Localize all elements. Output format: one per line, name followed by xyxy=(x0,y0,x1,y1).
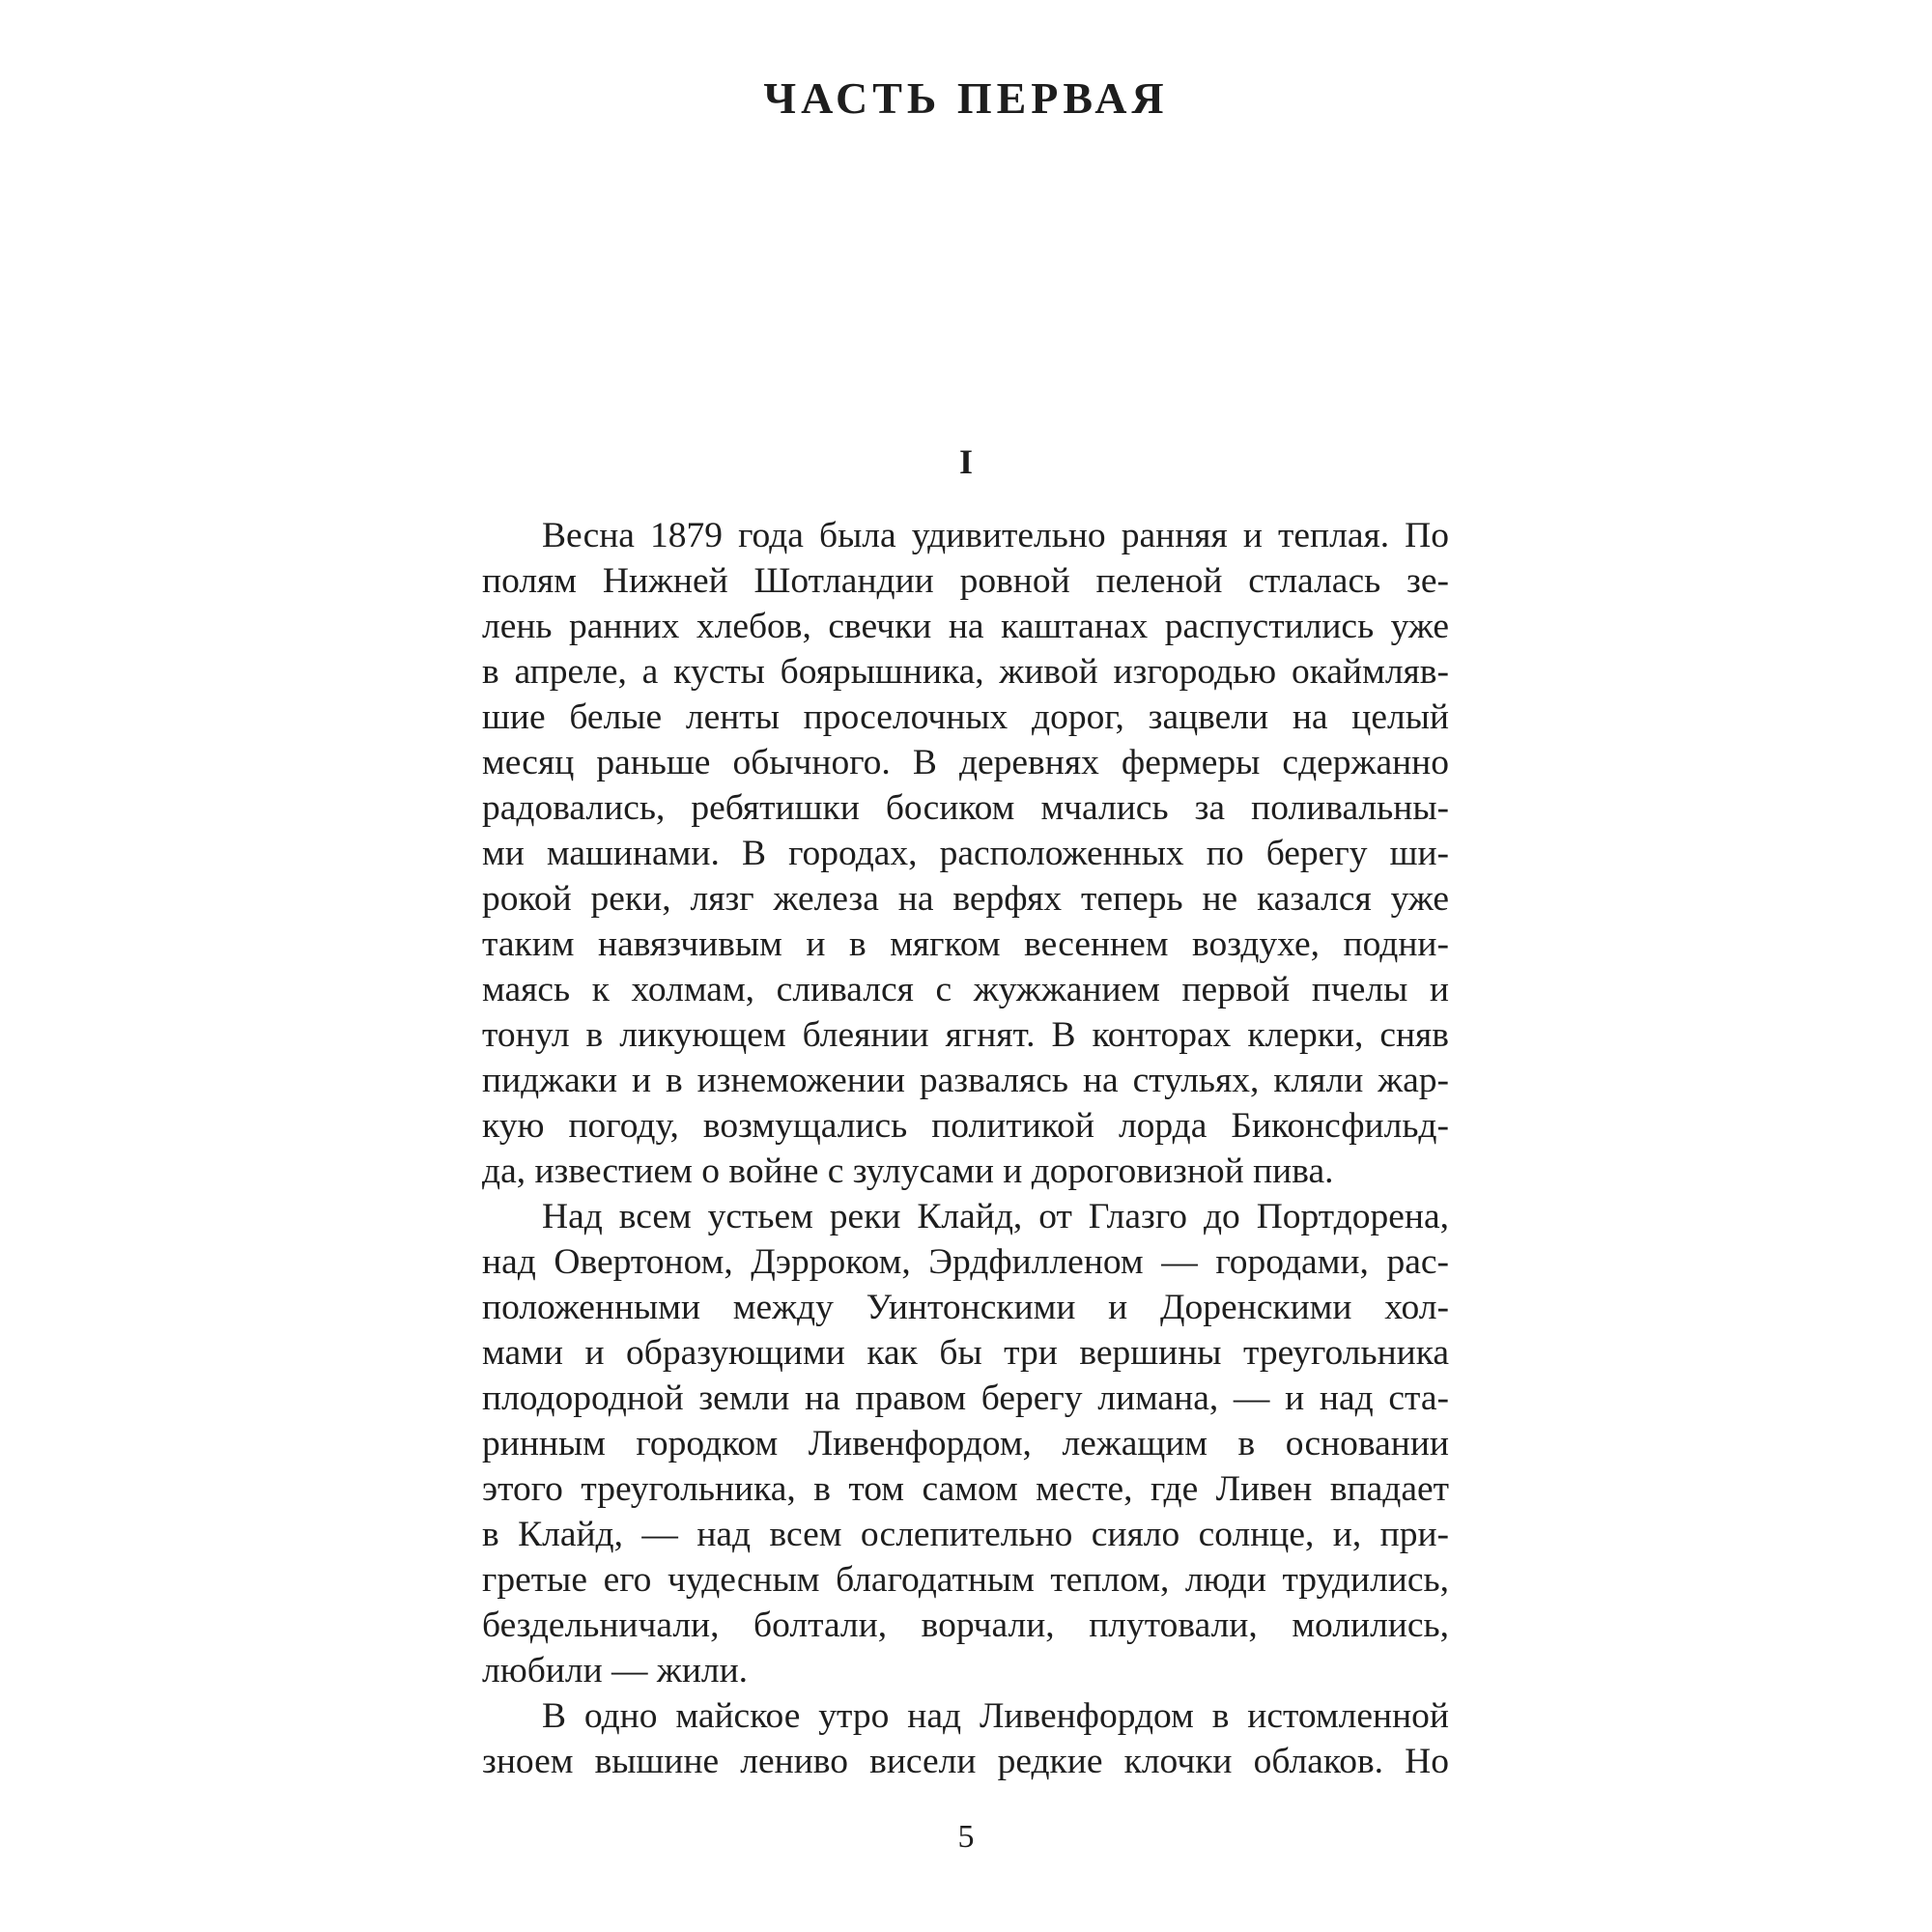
text-line: кую погоду, возмущались политикой лорда Биконсфильд- xyxy=(482,1106,1449,1146)
part-title: ЧАСТЬ ПЕРВАЯ xyxy=(763,73,1169,123)
text-line: гретые его чудесным благодатным теплом, люди трудились, xyxy=(482,1560,1449,1600)
page-body xyxy=(482,513,1449,1784)
text-line: этого треугольника, в том самом месте, где Ливен впадает xyxy=(482,1469,1449,1509)
text-line: над Овертоном, Дэрроком, Эрдфилленом — городами, рас- xyxy=(482,1242,1449,1282)
text-line: В одно майское утро над Ливенфордом в истомленной xyxy=(542,1696,1449,1736)
page-number: 5 xyxy=(957,1819,975,1855)
text-line: ми машинами. В городах, расположенных по берегу ши- xyxy=(482,834,1449,873)
text-line: тонул в ликующем блеянии ягнят. В конторах клерки, сняв xyxy=(482,1015,1449,1055)
text-line: Над всем устьем реки Клайд, от Глазго до Портдорена, xyxy=(542,1197,1449,1236)
text-line: таким навязчивым и в мягком весеннем воздухе, подни- xyxy=(482,924,1449,964)
text-line: в Клайд, — над всем ослепительно сияло солнце, и, при- xyxy=(482,1515,1449,1554)
text-line: бездельничали, болтали, ворчали, плутовали, молились, xyxy=(482,1605,1449,1645)
text-line: в апреле, а кусты боярышника, живой изгородью окаймляв- xyxy=(482,652,1449,692)
text-line: мами и образующими как бы три вершины треугольника xyxy=(482,1333,1449,1373)
text-line: лень ранних хлебов, свечки на каштанах распустились уже xyxy=(482,607,1449,646)
text-line: ринным городком Ливенфордом, лежащим в основании xyxy=(482,1424,1449,1463)
text-line: рокой реки, лязг железа на верфях теперь не казался уже xyxy=(482,879,1449,919)
text-line: шие белые ленты проселочных дорог, зацвели на целый xyxy=(482,697,1449,737)
text-line: маясь к холмам, сливался с жужжанием первой пчелы и xyxy=(482,970,1449,1009)
text-line: плодородной земли на правом берегу лимана, — и над ста- xyxy=(482,1378,1449,1418)
text-line: зноем вышине лениво висели редкие клочки облаков. Но xyxy=(482,1742,1449,1781)
text-line: пиджаки и в изнеможении развалясь на стульях, кляли жар- xyxy=(482,1061,1449,1100)
text-line: да, известием о войне с зулусами и дороговизной пива. xyxy=(482,1151,1334,1191)
text-line: месяц раньше обычного. В деревнях фермеры сдержанно xyxy=(482,743,1449,782)
text-line: любили — жили. xyxy=(482,1651,749,1690)
text-line: полям Нижней Шотландии ровной пеленой стлалась зе- xyxy=(482,561,1449,601)
text-line: радовались, ребятишки босиком мчались за поливальны- xyxy=(482,788,1449,828)
chapter-number: I xyxy=(958,442,973,481)
text-line: Весна 1879 года была удивительно ранняя и теплая. По xyxy=(542,516,1449,555)
text-line: положенными между Уинтонскими и Доренскими хол- xyxy=(482,1288,1449,1327)
